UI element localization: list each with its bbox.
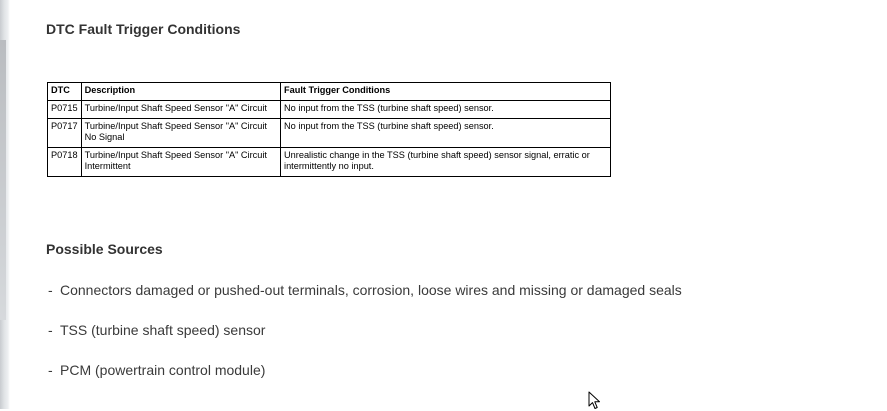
column-header-dtc: DTC bbox=[48, 83, 82, 101]
description-cell: Turbine/Input Shaft Speed Sensor "A" Circuit Intermittent bbox=[81, 148, 280, 177]
list-bullet-dash: - bbox=[48, 282, 53, 298]
section-title-dtc-fault-trigger-conditions: DTC Fault Trigger Conditions bbox=[46, 21, 241, 37]
table-header-row bbox=[48, 83, 611, 101]
column-header-fault-trigger-conditions: Fault Trigger Conditions bbox=[281, 83, 611, 101]
dtc-code-cell: P0717 bbox=[48, 119, 82, 148]
list-bullet-dash: - bbox=[48, 362, 53, 378]
list-item-text: TSS (turbine shaft speed) sensor bbox=[60, 322, 266, 338]
mouse-pointer-arrow-icon bbox=[588, 391, 602, 411]
condition-cell: No input from the TSS (turbine shaft speed) sensor. bbox=[281, 119, 611, 148]
dtc-table bbox=[47, 82, 611, 177]
table-row bbox=[48, 148, 611, 177]
dtc-code-cell: P0715 bbox=[48, 101, 82, 119]
list-item-text: PCM (powertrain control module) bbox=[60, 362, 266, 378]
condition-cell: Unrealistic change in the TSS (turbine shaft speed) sensor signal, erratic or intermittently no input. bbox=[281, 148, 611, 177]
description-cell: Turbine/Input Shaft Speed Sensor "A" Circuit No Signal bbox=[81, 119, 280, 148]
list-item bbox=[48, 362, 682, 402]
list-item-text: Connectors damaged or pushed-out terminals, corrosion, loose wires and missing or damaged seals bbox=[60, 282, 682, 298]
list-item bbox=[48, 322, 682, 362]
possible-sources-list bbox=[48, 282, 682, 402]
condition-cell: No input from the TSS (turbine shaft speed) sensor. bbox=[281, 101, 611, 119]
left-edge-shade bbox=[0, 40, 6, 320]
column-header-description: Description bbox=[81, 83, 280, 101]
dtc-code-cell: P0718 bbox=[48, 148, 82, 177]
list-item bbox=[48, 282, 682, 322]
description-cell: Turbine/Input Shaft Speed Sensor "A" Circuit bbox=[81, 101, 280, 119]
window-left-edge bbox=[0, 0, 10, 409]
table-row bbox=[48, 119, 611, 148]
list-bullet-dash: - bbox=[48, 322, 53, 338]
section-title-possible-sources: Possible Sources bbox=[46, 241, 163, 257]
table-row bbox=[48, 101, 611, 119]
